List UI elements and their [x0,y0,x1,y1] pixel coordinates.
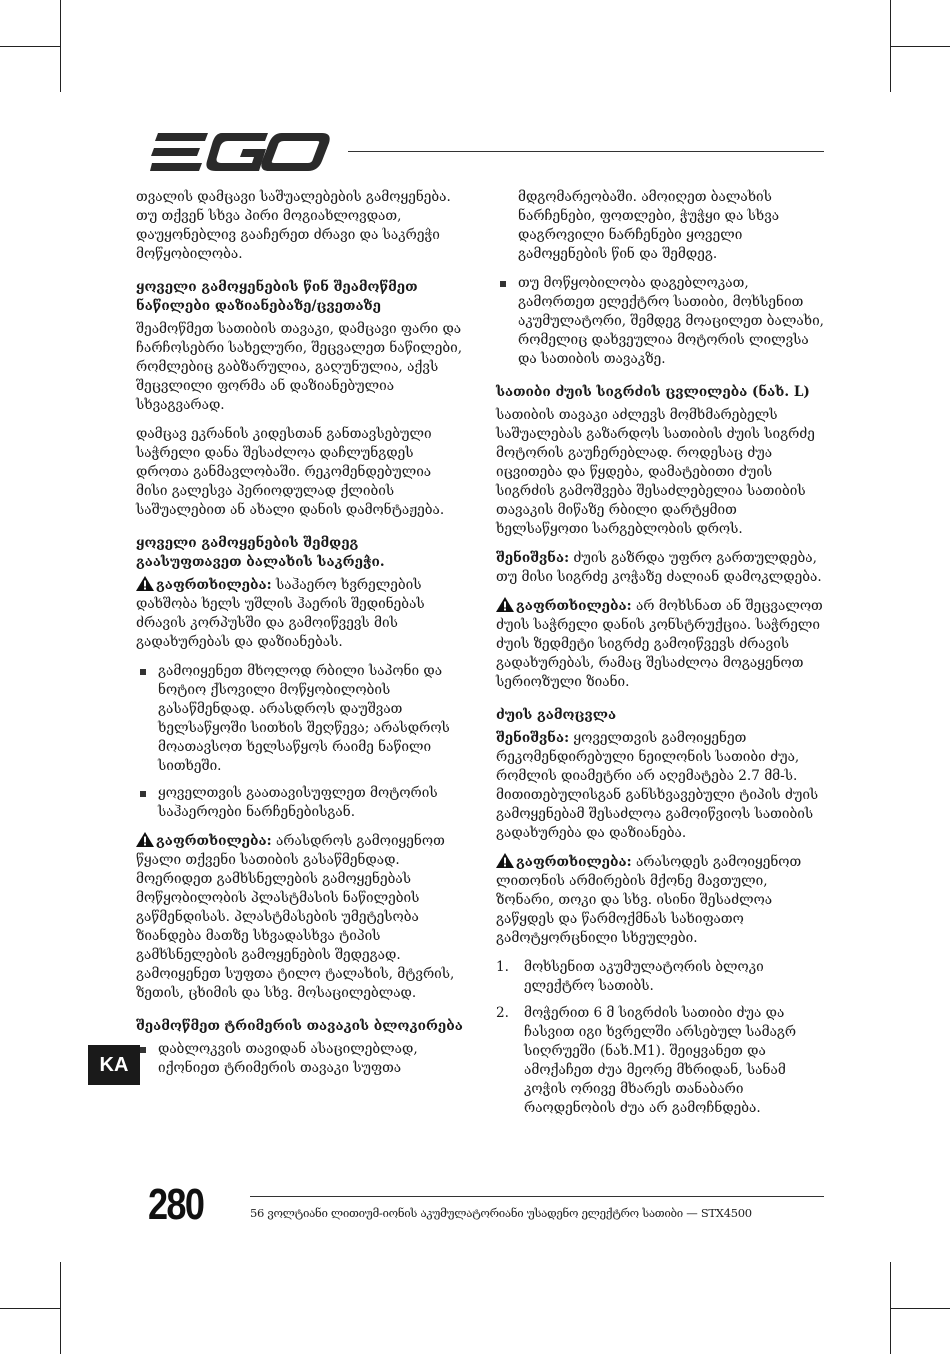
header-rule [348,151,824,152]
footer-rule [250,1196,824,1197]
ego-logo [150,133,330,171]
warning-paragraph [136,576,464,652]
step-text: მოჭერით 6 მ სიგრძის სათიბი ძუა და ჩასვით იგი ხვრელში არსებულ სამაგრ სიღრუეში (ნახ.M1). შეიყვანეთ და ამოქაჩეთ ძუა მეორე მხრიდან, სანამ კოჭის ორივე მხარეს თანაბარი რაოდენობის ძუა არ გამოჩნდება. [524,1005,797,1116]
list-item: გამოიყენეთ მხოლოდ რბილი საპონი და ნოტიო ქსოვილი მოწყობილობის გასაწმენდად. არასდროს დაუშვათ ხელსაწყოში სითხის შეღწევა; არასდროს მოათავსოთ ხელსაწყოს რაიმე ნაწილი სითხეში. [136,662,464,776]
list-item: ყოველთვის გაათავისუფლეთ მოტორის საჰაეროები ნარჩენებისგან. [136,784,464,822]
note-paragraph [496,549,824,587]
crop-mark [0,46,60,47]
warning-icon [136,832,154,847]
bullet-list [496,274,824,369]
crop-mark [890,1308,950,1309]
section-heading: ძუის გამოცვლა [496,707,617,723]
footer-text: 56 ვოლტიანი ლითიუმ-იონის აკუმულატორიანი უსადენო ელექტრო სათიბი — STX4500 [250,1206,752,1220]
warning-paragraph [496,597,824,692]
intro-paragraph: თვალის დამცავი საშუალებების გამოყენება. თუ თქვენ სხვა პირი მოგიახლოვდათ, დაუყონებლივ გააჩერეთ ძრავი და საკრეჭი მოწყობილობა. [136,189,451,262]
crop-mark [890,46,950,47]
step-text: მოხსენით აკუმულატორის ბლოკი ელექტრო სათიბს. [524,959,764,994]
warning-text: საჰაერო ხვრელების დახშობა ხელს უშლის ჰაერის შედინებას ძრავის კორპუსში და გამოიწვევს მის გადახურებას და დაზიანებას. [136,577,425,650]
crop-mark [60,46,61,92]
paragraph: შეამოწმეთ სათიბის თავაკი, დამცავი ფარი და ჩარჩოსებრი სახელური, შეცვალეთ ნაწილები, რომლებიც გაბზარულია, გაღუნულია, აქვს შეცვლილი ფორმა ან დაზიანებულია სხვაგვარად. [136,321,463,413]
crop-mark [60,1262,61,1354]
note-text: ყოველთვის გამოიყენეთ რეკომენდირებული ნეილონის სათიბი ძუა, რომლის დიამეტრი არ აღემატება 2.7 მმ-ს. მითითებულისგან განსხვავებული ტიპის ძუის გამოყენებამ შესაძლოა გამოიწვიოს სათიბის გადახურება და დაზიანება. [496,730,819,841]
section-heading: სათიბი ძუის სიგრძის ცვლილება (ნახ. L) [496,384,810,400]
step-item [496,958,824,996]
warning-icon [496,853,514,868]
warning-label: გაფრთხილება: [156,577,272,593]
warning-label: გაფრთხილება: [516,598,632,614]
step-number: 2. [496,1005,509,1021]
warning-label: გაფრთხილება: [516,854,632,870]
bullet-list [136,662,464,822]
section-heading: ყოველი გამოყენების წინ შეამოწმეთ ნაწილები დაზიანებაზე/ცვეთაზე [136,279,418,314]
warning-text: არ მოხსნათ ან შეცვალოთ ძუის საჭრელი დანის კონსტრუქცია. საჭრელი ძუის ზედმეტი სიგრძე გამოიწვევს ძრავის გადახურებას, რამაც შესაძლოა მოგაყენოთ სერიოზული ზიანი. [496,598,823,690]
section-heading: შეამოწმეთ ტრიმერის თავაკის ბლოკირება [136,1018,463,1034]
step-item [496,1004,824,1118]
paragraph: სათიბის თავაკი აძლევს მომხმარებელს საშუალებას გაზარდოს სათიბის ძუის სიგრძე მოტორის გაუჩერებლად. როდესაც ძუა იცვითება და წყდება, დამატებითი ძუის სიგრძის გამოშვება შესაძლებელია სათიბის თავაკის მიწაზე რბილი დარტყმით ხელსაწყოთი სარგებლობის დროს. [496,407,815,537]
right-column [496,188,824,1126]
bullet-list [136,1040,464,1078]
left-column [136,188,464,1088]
warning-label: გაფრთხილება: [156,833,272,849]
warning-paragraph [496,853,824,948]
language-tab: KA [88,1045,140,1085]
paragraph: მდგომარეობაში. ამოიღეთ ბალახის ნარჩენები, ფოთლები, ჭუჭყი და სხვა დაგროვილი ნარჩენები ყოველი გამოყენების წინ და შემდეგ. [518,189,780,262]
warning-text: არასოდეს გამოიყენოთ ლითონის არმირების მქონე მავთული, ზონარი, თოკი და სხვ. ისინი შესაძლოა გაწყდეს და წარმოქმნას სახიფათო გამოტყორცნილი სხეულები. [496,854,802,946]
note-label: შენიშვნა: [496,550,570,566]
crop-mark [890,0,891,92]
note-text: ძუის გაზრდა უფრო გართულდება, თუ მისი სიგრძე კოჭაზე ძალიან დამოკლდება. [496,550,822,585]
crop-mark [60,0,61,46]
crop-mark [890,1262,891,1354]
note-paragraph [496,729,824,843]
paragraph: დამცავ ეკრანის კიდესთან განთავსებული საჭრელი დანა შესაძლოა დაჩლუნგდეს დროთა განმავლობაში. რეკომენდებულია მისი გალესვა პერიოდულად ქლიბის საშუალებით ან ახალი დანის დამონტაჟება. [136,426,445,518]
list-item: თუ მოწყობილობა დაგებლოკათ, გამორთეთ ელექტრო სათიბი, მოხსენით აკუმულატორი, შემდეგ მოაცილეთ ბალახი, რომელიც დახვეულია მოტორის ლილვსა და სათიბის თავაკზე. [496,274,824,369]
numbered-steps [496,958,824,1118]
page-number: 280 [148,1180,204,1229]
crop-mark [0,1308,60,1309]
warning-icon [136,576,154,591]
warning-text: არასდროს გამოიყენოთ წყალი თქვენი სათიბის გასაწმენდად. მოერიდეთ გამხსნელების გამოყენებას მოწყობილობის პლასტმასის ნაწილების გაწმენდისას. პლასტმასების უმეტესობა ზიანდება მათზე სხვადასხვა ტიპის გამხსნელების გამოყენების შედეგად. გამოიყენეთ სუფთა ტილო ტალახის, მტვრის, ზეთის, ცხიმის და სხვ. მოსაცილებლად. [136,833,455,1001]
warning-paragraph [136,832,464,1003]
list-item: დაბლოკვის თავიდან ასაცილებლად, იქონიეთ ტრიმერის თავაკი სუფთა [136,1040,464,1078]
step-number: 1. [496,959,509,975]
section-heading: ყოველი გამოყენების შემდეგ გაასუფთავეთ ბალახის საკრეჭი. [136,535,385,570]
note-label: შენიშვნა: [496,730,570,746]
warning-icon [496,597,514,612]
